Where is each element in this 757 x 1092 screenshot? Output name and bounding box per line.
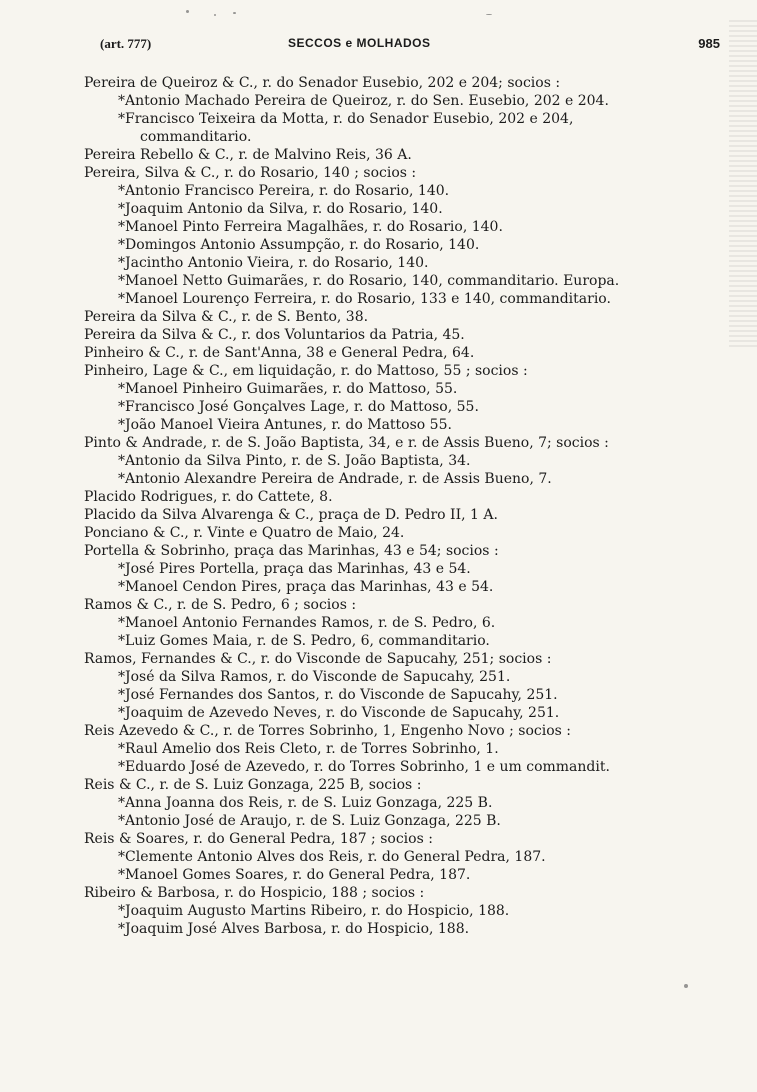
firm-entry: Pereira da Silva & C., r. dos Voluntarios da Patria, 45. xyxy=(84,327,465,343)
directory-entries xyxy=(84,74,724,938)
partner-entry: *Joaquim Augusto Martins Ribeiro, r. do Hospicio, 188. xyxy=(118,903,510,919)
page-number: 985 xyxy=(698,36,720,51)
firm-entry: Ponciano & C., r. Vinte e Quatro de Maio, 24. xyxy=(84,525,405,541)
partner-entry: *Anna Joanna dos Reis, r. de S. Luiz Gonzaga, 225 B. xyxy=(118,795,493,811)
partner-entry: *Domingos Antonio Assumpção, r. do Rosario, 140. xyxy=(118,237,480,253)
partner-entry: *Antonio Machado Pereira de Queiroz, r. do Sen. Eusebio, 202 e 204. xyxy=(118,93,609,109)
partner-entry: *Manoel Antonio Fernandes Ramos, r. de S. Pedro, 6. xyxy=(118,615,496,631)
partner-entry: *Luiz Gomes Maia, r. de S. Pedro, 6, commanditario. xyxy=(118,633,490,649)
partner-entry: *Joaquim José Alves Barbosa, r. do Hospicio, 188. xyxy=(118,921,470,937)
firm-entry: Pereira, Silva & C., r. do Rosario, 140 ; socios : xyxy=(84,165,417,181)
firm-entry: Reis Azevedo & C., r. de Torres Sobrinho, 1, Engenho Novo ; socios : xyxy=(84,723,572,739)
partner-entry: *José Fernandes dos Santos, r. do Visconde de Sapucahy, 251. xyxy=(118,687,558,703)
partner-entry: *Francisco José Gonçalves Lage, r. do Mattoso, 55. xyxy=(118,399,479,415)
partner-entry: *Raul Amelio dos Reis Cleto, r. de Torres Sobrinho, 1. xyxy=(118,741,499,757)
partner-entry: *Antonio Alexandre Pereira de Andrade, r. de Assis Bueno, 7. xyxy=(118,471,552,487)
ink-speck xyxy=(233,12,236,14)
partner-entry: *Antonio Francisco Pereira, r. do Rosario, 140. xyxy=(118,183,450,199)
partner-entry: *José Pires Portella, praça das Marinhas, 43 e 54. xyxy=(118,561,471,577)
partner-entry: *Antonio José de Araujo, r. de S. Luiz Gonzaga, 225 B. xyxy=(118,813,501,829)
partner-entry: *Manoel Pinto Ferreira Magalhães, r. do Rosario, 140. xyxy=(118,219,503,235)
partner-entry: *Francisco Teixeira da Motta, r. do Senador Eusebio, 202 e 204, xyxy=(118,111,574,127)
partner-entry: *Jacintho Antonio Vieira, r. do Rosario, 140. xyxy=(118,255,429,271)
ink-speck xyxy=(214,14,216,16)
firm-entry: Pinheiro & C., r. de Sant'Anna, 38 e General Pedra, 64. xyxy=(84,345,475,361)
partner-entry: *José da Silva Ramos, r. do Visconde de Sapucahy, 251. xyxy=(118,669,511,685)
partner-entry: *Manoel Gomes Soares, r. do General Pedra, 187. xyxy=(118,867,471,883)
firm-entry: Pinto & Andrade, r. de S. João Baptista, 34, e r. de Assis Bueno, 7; socios : xyxy=(84,435,609,451)
ink-speck xyxy=(186,10,189,13)
firm-entry: Ramos & C., r. de S. Pedro, 6 ; socios : xyxy=(84,597,357,613)
firm-entry: Ramos, Fernandes & C., r. do Visconde de Sapucahy, 251; socios : xyxy=(84,651,552,667)
firm-entry: Pereira Rebello & C., r. de Malvino Reis, 36 A. xyxy=(84,147,412,163)
article-reference: (art. 777) xyxy=(100,36,152,51)
partner-entry: *Manoel Pinheiro Guimarães, r. do Mattoso, 55. xyxy=(118,381,458,397)
partner-entry: *Joaquim de Azevedo Neves, r. do Visconde de Sapucahy, 251. xyxy=(118,705,560,721)
firm-entry: Pinheiro, Lage & C., em liquidação, r. do Mattoso, 55 ; socios : xyxy=(84,363,528,379)
partner-entry: *Eduardo José de Azevedo, r. do Torres Sobrinho, 1 e um commandit. xyxy=(118,759,610,775)
partner-entry: *Manoel Cendon Pires, praça das Marinhas, 43 e 54. xyxy=(118,579,494,595)
firm-entry: Reis & Soares, r. do General Pedra, 187 ; socios : xyxy=(84,831,433,847)
firm-entry: Portella & Sobrinho, praça das Marinhas, 43 e 54; socios : xyxy=(84,543,499,559)
firm-entry: Placido Rodrigues, r. do Cattete, 8. xyxy=(84,489,333,505)
partner-entry: *Clemente Antonio Alves dos Reis, r. do General Pedra, 187. xyxy=(118,849,546,865)
partner-entry: *Antonio da Silva Pinto, r. de S. João Baptista, 34. xyxy=(118,453,471,469)
firm-entry: Pereira de Queiroz & C., r. do Senador Eusebio, 202 e 204; socios : xyxy=(84,75,561,91)
ink-speck xyxy=(486,14,492,15)
partner-entry: *Joaquim Antonio da Silva, r. do Rosario, 140. xyxy=(118,201,443,217)
page-header xyxy=(100,36,720,56)
partner-entry: *Manoel Netto Guimarães, r. do Rosario, 140, commanditario. Europa. xyxy=(118,273,620,289)
partner-entry: *João Manoel Vieira Antunes, r. do Mattoso 55. xyxy=(118,417,452,433)
firm-entry: Reis & C., r. de S. Luiz Gonzaga, 225 B, socios : xyxy=(84,777,422,793)
ink-speck xyxy=(684,984,688,988)
firm-entry: Placido da Silva Alvarenga & C., praça de D. Pedro II, 1 A. xyxy=(84,507,498,523)
firm-entry: Pereira da Silva & C., r. de S. Bento, 38. xyxy=(84,309,369,325)
section-title: SECCOS e MOLHADOS xyxy=(288,36,431,50)
entry-continuation: commanditario. xyxy=(140,129,252,145)
partner-entry: *Manoel Lourenço Ferreira, r. do Rosario, 133 e 140, commanditario. xyxy=(118,291,611,307)
firm-entry: Ribeiro & Barbosa, r. do Hospicio, 188 ; socios : xyxy=(84,885,425,901)
page-edge-shadow xyxy=(729,20,757,350)
